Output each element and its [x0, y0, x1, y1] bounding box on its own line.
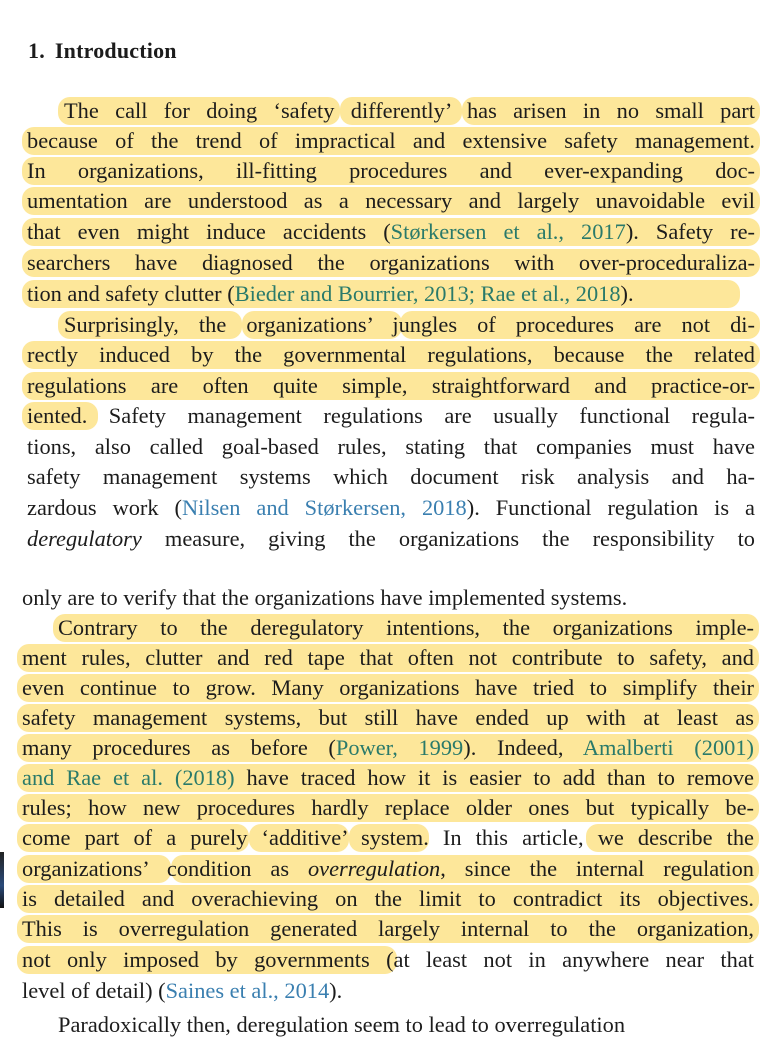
text-line: tions, also called goal-based rules, stating that companies must have	[27, 434, 755, 459]
text-line: This is overregulation generated largely internal to the organization,	[0, 914, 775, 944]
text-line: is detailed and overachieving on the limit to contradict its objectives.	[0, 884, 775, 914]
text-line: safety management systems which document risk analysis and ha-	[27, 464, 755, 489]
section-number: 1.	[28, 38, 45, 63]
text-line: organizations’ condition as overregulation, since the internal regulation	[0, 854, 775, 884]
text-line: level of detail) (Saines et al., 2014).	[22, 978, 343, 1003]
text-line: tion and safety clutter (Bieder and Bourrier, 2013; Rae et al., 2018).	[0, 279, 775, 309]
text-line: not only imposed by governments (at least not in anywhere near that	[0, 945, 775, 975]
text-line: many procedures as before (Power, 1999). Indeed, Amalberti (2001)	[0, 733, 775, 763]
text-line: iented. Safety management regulations are usually functional regula-	[0, 401, 775, 431]
text-line: ment rules, clutter and red tape that often not contribute to safety, and	[0, 643, 775, 673]
text-line: rules; how new procedures hardly replace older ones but typically be-	[0, 793, 775, 823]
cutoff-text-line: Paradoxically then, deregulation seem to lead to overregulation	[58, 1012, 626, 1037]
text-line: come part of a purely ‘additive’ system. In this article, we describe the	[0, 823, 775, 853]
text-line: deregulatory measure, giving the organizations the responsibility to	[27, 526, 755, 551]
text-line: The call for doing ‘safety differently’ has arisen in no small part	[0, 96, 775, 126]
citation-link[interactable]: Størkersen et al., 2017	[390, 219, 626, 244]
text-line: even continue to grow. Many organizations have tried to simplify their	[0, 673, 775, 703]
citation-link[interactable]: Amalberti (2001)	[582, 735, 754, 760]
text-line: that even might induce accidents (Størkersen et al., 2017). Safety re-	[0, 217, 775, 247]
text-line: only are to verify that the organizations have implemented systems.	[22, 585, 628, 610]
section-heading	[28, 38, 177, 64]
text-line: regulations are often quite simple, straightforward and practice-or-	[0, 371, 775, 401]
text-line: safety management systems, but still have ended up with at least as	[0, 703, 775, 733]
text-line: rectly induced by the governmental regulations, because the related	[0, 340, 775, 370]
text-line: searchers have diagnosed the organizations with over-proceduraliza-	[0, 248, 775, 278]
text-line: Surprisingly, the organizations’ jungles of procedures are not di-	[0, 310, 775, 340]
text-line: because of the trend of impractical and extensive safety management.	[0, 126, 775, 156]
text-line: umentation are understood as a necessary and largely unavoidable evil	[0, 186, 775, 216]
text-line: zardous work (Nilsen and Størkersen, 2018). Functional regulation is a	[27, 495, 755, 520]
text-line: and Rae et al. (2018) have traced how it is easier to add than to remove	[0, 763, 775, 793]
text-line: In organizations, ill-fitting procedures and ever-expanding doc-	[0, 156, 775, 186]
citation-link[interactable]: Bieder and Bourrier, 2013; Rae et al., 2018	[234, 281, 621, 306]
citation-link[interactable]: Power, 1999	[335, 735, 464, 760]
citation-link[interactable]: and Rae et al. (2018)	[22, 765, 235, 790]
citation-link[interactable]: Saines et al., 2014	[165, 978, 330, 1003]
text-line: Contrary to the deregulatory intentions, the organizations imple-	[0, 613, 775, 643]
section-title: Introduction	[54, 38, 177, 63]
citation-link[interactable]: Nilsen and Størkersen, 2018	[181, 495, 467, 520]
